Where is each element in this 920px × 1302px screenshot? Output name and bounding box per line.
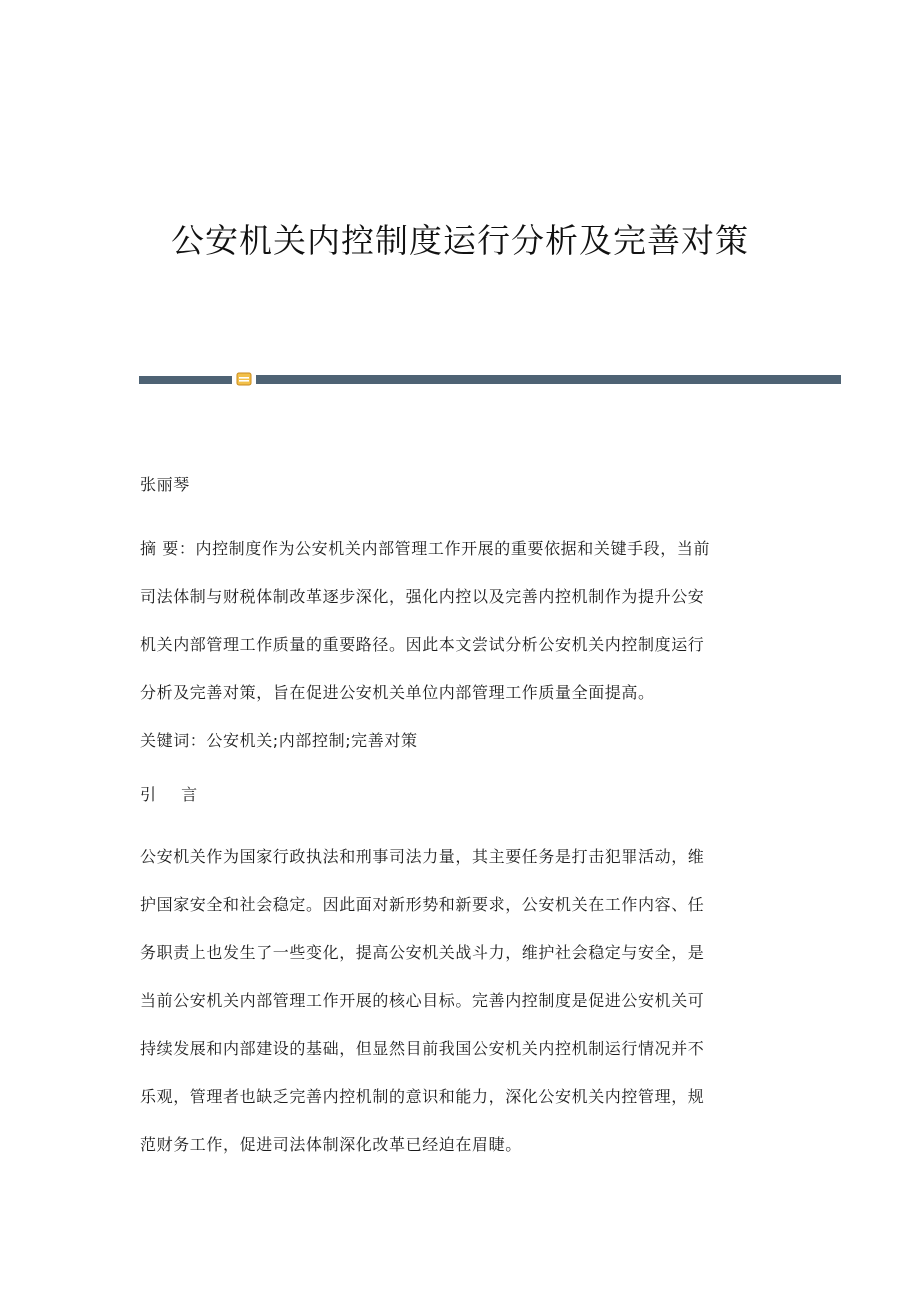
intro-paragraph <box>140 833 780 1169</box>
title-divider <box>139 372 841 386</box>
intro-line: 务职责上也发生了一些变化，提高公安机关战斗力，维护社会稳定与安全，是 <box>140 943 705 962</box>
abstract-line: 司法体制与财税体制改革逐步深化，强化内控以及完善内控机制作为提升公安 <box>140 587 705 606</box>
divider-emblem-icon <box>236 372 252 386</box>
keywords-line: 关键词：公安机关;内部控制;完善对策 <box>140 731 418 750</box>
intro-line: 范财务工作，促进司法体制深化改革已经迫在眉睫。 <box>140 1135 522 1154</box>
abstract-line: 摘 要：内控制度作为公安机关内部管理工作开展的重要依据和关键手段，当前 <box>140 539 711 558</box>
intro-heading: 引 言 <box>140 785 208 804</box>
divider-bar-right <box>256 375 841 384</box>
intro-line: 持续发展和内部建设的基础，但显然目前我国公安机关内控机制运行情况并不 <box>140 1039 705 1058</box>
divider-bar-left <box>139 376 232 384</box>
intro-line: 当前公安机关内部管理工作开展的核心目标。完善内控制度是促进公安机关可 <box>140 991 705 1010</box>
abstract-line: 机关内部管理工作质量的重要路径。因此本文尝试分析公安机关内控制度运行 <box>140 635 705 654</box>
author-name: 张丽琴 <box>140 475 190 494</box>
intro-line: 公安机关作为国家行政执法和刑事司法力量，其主要任务是打击犯罪活动，维 <box>140 847 705 866</box>
intro-line: 乐观，管理者也缺乏完善内控机制的意识和能力，深化公安机关内控管理，规 <box>140 1087 705 1106</box>
abstract-paragraph <box>140 525 780 717</box>
document-title: 公安机关内控制度运行分析及完善对策 <box>171 221 749 260</box>
abstract-line: 分析及完善对策，旨在促进公安机关单位内部管理工作质量全面提高。 <box>140 683 655 702</box>
intro-line: 护国家安全和社会稳定。因此面对新形势和新要求，公安机关在工作内容、任 <box>140 895 705 914</box>
